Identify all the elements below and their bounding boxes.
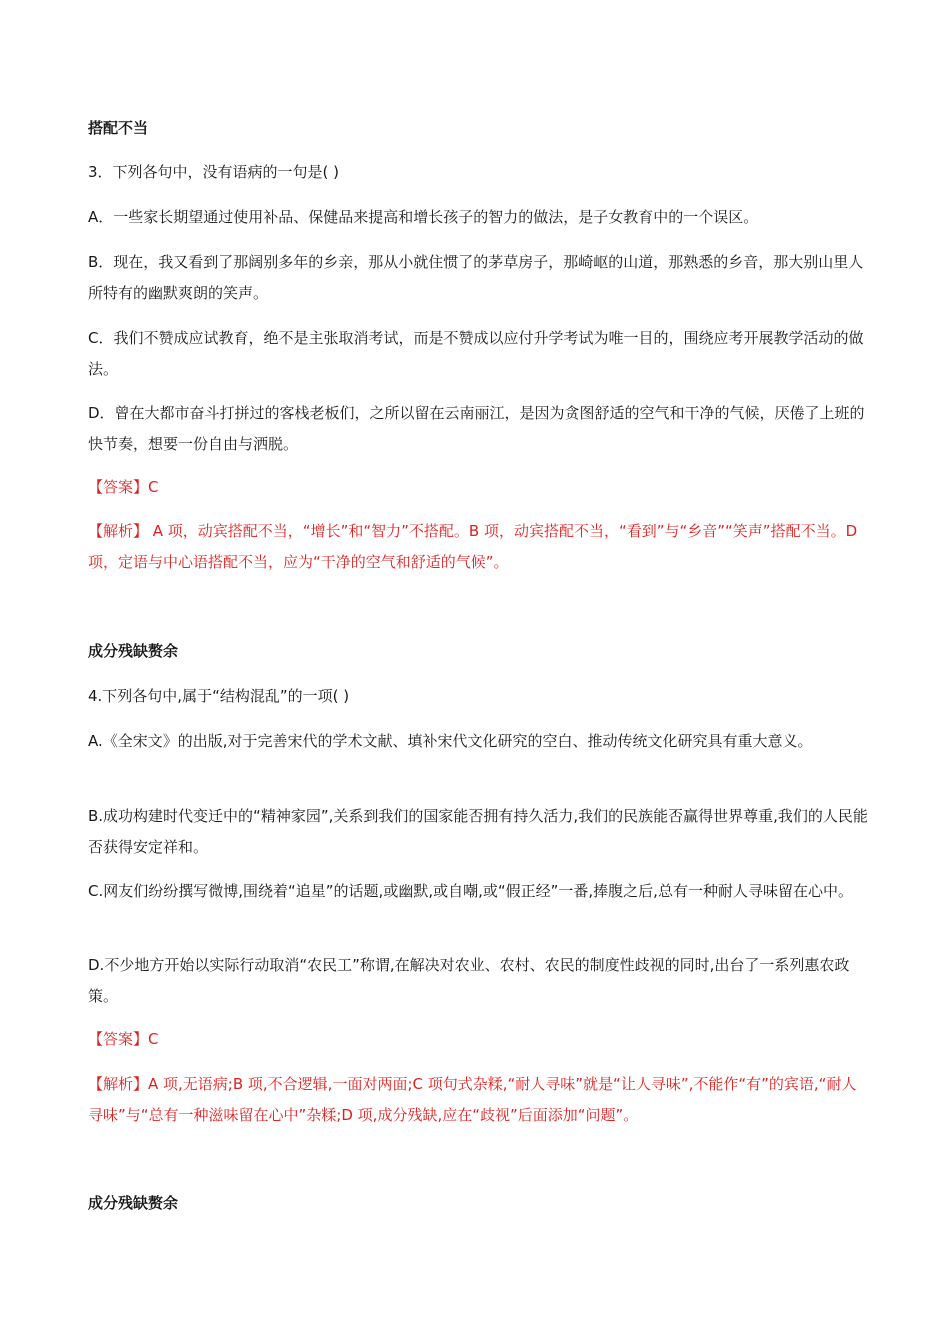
question-stem: 3．下列各句中，没有语病的一句是( ) xyxy=(88,163,340,181)
analysis-text: 【解析】 A 项，动宾搭配不当，“增长”和“智力”不搭配。B 项，动宾搭配不当，“看到”与“乡音”“笑声”搭配不当。D 项，定语与中心语搭配不当，应为“干净的空气和舒适的气候”。 xyxy=(88,522,858,571)
option-d: D.不少地方开始以实际行动取消“农民工”称谓,在解决对农业、农村、农民的制度性歧视的同时,出台了一系列惠农政策。 xyxy=(88,956,850,1005)
option-b: B.成功构建时代变迁中的“精神家园”,关系到我们的国家能否拥有持久活力,我们的民族能否赢得世界尊重,我们的人民能否获得安定祥和。 xyxy=(88,807,868,856)
option-a: A．一些家长期望通过使用补品、保健品来提高和增长孩子的智力的做法，是子女教育中的一个误区。 xyxy=(88,208,759,226)
option-d: D．曾在大都市奋斗打拼过的客栈老板们，之所以留在云南丽江，是因为贪图舒适的空气和干净的气候，厌倦了上班的快节奏，想要一份自由与洒脱。 xyxy=(88,404,865,453)
option-b: B．现在，我又看到了那阔别多年的乡亲，那从小就住惯了的茅草房子，那崎岖的山道，那熟悉的乡音，那大别山里人所特有的幽默爽朗的笑声。 xyxy=(88,253,864,302)
option-c: C.网友们纷纷撰写微博,围绕着“追星”的话题,或幽默,或自嘲,或“假正经”一番,捧腹之后,总有一种耐人寻味留在心中。 xyxy=(88,882,853,900)
option-a: A.《全宋文》的出版,对于完善宋代的学术文献、填补宋代文化研究的空白、推动传统文化研究具有重大意义。 xyxy=(88,732,813,750)
option-c: C．我们不赞成应试教育，绝不是主张取消考试，而是不赞成以应付升学考试为唯一目的，围绕应考开展教学活动的做法。 xyxy=(88,329,864,378)
analysis-text: 【解析】A 项,无语病;B 项,不合逻辑,一面对两面;C 项句式杂糅,“耐人寻味”就是“让人寻味”,不能作“有”的宾语,“耐人寻味”与“总有一种滋味留在心中”杂糅;D 项,成分残缺,应在“歧视”后面添加“问题”。 xyxy=(88,1075,857,1124)
section-heading: 成分残缺赘余 xyxy=(88,642,179,660)
answer-label: 【答案】C xyxy=(88,478,159,496)
question-stem: 4.下列各句中,属于“结构混乱”的一项( ) xyxy=(88,687,350,705)
section-heading: 搭配不当 xyxy=(88,119,149,137)
section-heading: 成分残缺赘余 xyxy=(88,1194,179,1212)
answer-label: 【答案】C xyxy=(88,1030,159,1048)
